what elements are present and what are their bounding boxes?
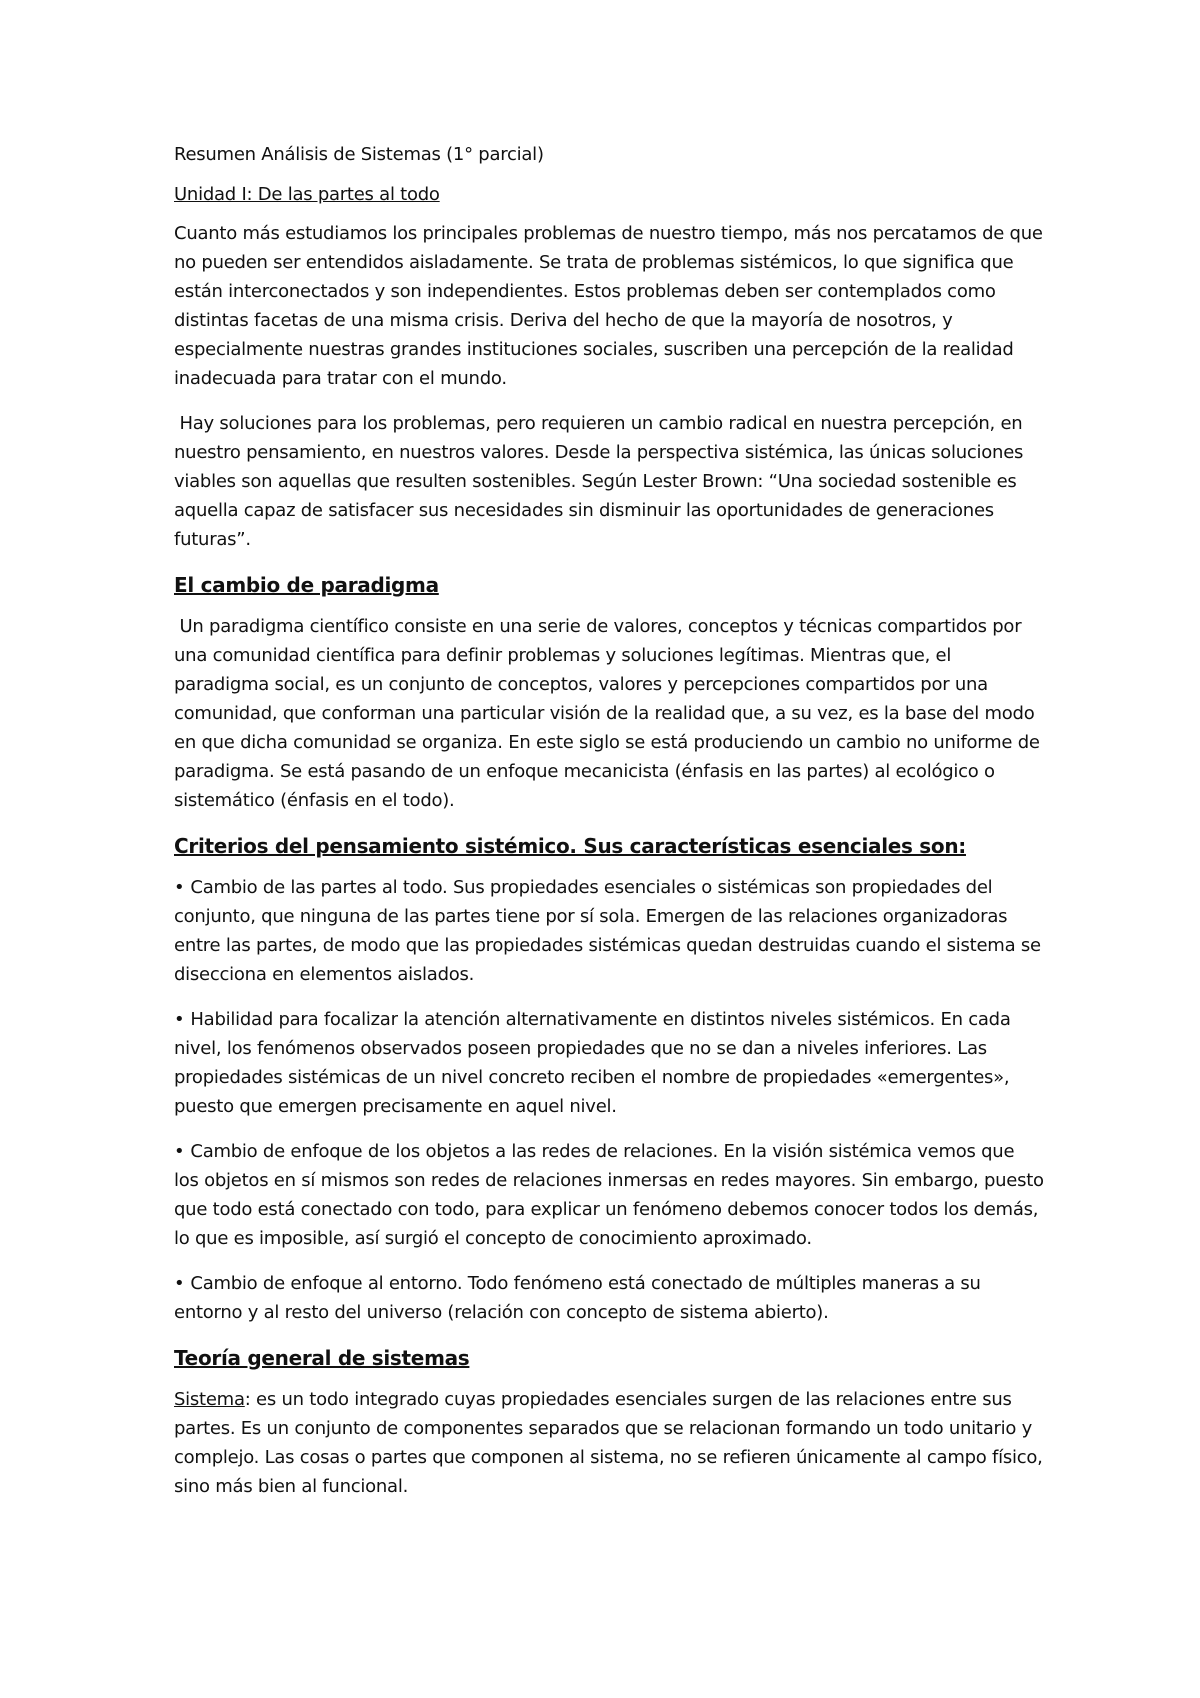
document-page — [174, 140, 1044, 1517]
system-definition-text: : es un todo integrado cuyas propiedades esenciales surgen de las relaciones entre sus partes. Es un conjunto de componentes separados que se relacionan formando un todo unitario y complejo. Las cosas o partes que componen al sistema, no se refieren únicamente al campo físico, sino más bien al funcional. — [174, 1389, 1043, 1497]
criteria-item — [174, 1005, 1044, 1121]
criteria-item-text: Cambio de enfoque de los objetos a las redes de relaciones. En la visión sistémica vemos que los objetos en sí mismos son redes de relaciones inmersas en redes mayores. Sin embargo, puesto que todo está conectado con todo, para explicar un fenómeno debemos conocer todos los demás, lo que es imposible, así surgió el concepto de conocimiento aproximado. — [174, 1141, 1044, 1249]
bullet-icon: • — [174, 1141, 185, 1162]
criteria-item — [174, 1269, 1044, 1327]
paradigm-heading: El cambio de paradigma — [174, 573, 439, 597]
criteria-heading: Criterios del pensamiento sistémico. Sus características esenciales son: — [174, 834, 966, 858]
bullet-icon: • — [174, 1009, 185, 1030]
criteria-item — [174, 873, 1044, 989]
tgs-heading: Teoría general de sistemas — [174, 1346, 470, 1370]
criteria-item-text: Cambio de enfoque al entorno. Todo fenómeno está conectado de múltiples maneras a su entorno y al resto del universo (relación con concepto de sistema abierto). — [174, 1273, 981, 1323]
criteria-item-text: Habilidad para focalizar la atención alternativamente en distintos niveles sistémicos. En cada nivel, los fenómenos observados poseen propiedades que no se dan a niveles inferiores. Las propiedades sistémicas de un nivel concreto reciben el nombre de propiedades «emergentes», puesto que emergen precisamente en aquel nivel. — [174, 1009, 1011, 1117]
intro-paragraph-1: Cuanto más estudiamos los principales problemas de nuestro tiempo, más nos percatamos de que no pueden ser entendidos aisladamente. Se trata de problemas sistémicos, lo que significa que están interconectados y son independientes. Estos problemas deben ser contemplados como distintas facetas de una misma crisis. Deriva del hecho de que la mayoría de nosotros, y especialmente nuestras grandes instituciones sociales, suscriben una percepción de la realidad inadecuada para tratar con el mundo. — [174, 223, 1043, 389]
criteria-item — [174, 1137, 1044, 1253]
intro-paragraph-2: Hay soluciones para los problemas, pero requieren un cambio radical en nuestra percepción, en nuestro pensamiento, en nuestros valores. Desde la perspectiva sistémica, las únicas soluciones viables son aquellas que resulten sostenibles. Según Lester Brown: “Una sociedad sostenible es aquella capaz de satisfacer sus necesidades sin disminuir las oportunidades de generaciones futuras”. — [174, 413, 1029, 550]
system-term: Sistema — [174, 1389, 245, 1410]
system-definition-paragraph — [174, 1385, 1044, 1501]
unit-heading: Unidad I: De las partes al todo — [174, 184, 440, 205]
bullet-icon: • — [174, 1273, 185, 1294]
criteria-item-text: Cambio de las partes al todo. Sus propiedades esenciales o sistémicas son propiedades del conjunto, que ninguna de las partes tiene por sí sola. Emergen de las relaciones organizadoras entre las partes, de modo que las propiedades sistémicas quedan destruidas cuando el sistema se disecciona en elementos aislados. — [174, 877, 1041, 985]
document-title: Resumen Análisis de Sistemas (1° parcial) — [174, 144, 544, 165]
paradigm-paragraph: Un paradigma científico consiste en una serie de valores, conceptos y técnicas compartidos por una comunidad científica para definir problemas y soluciones legítimas. Mientras que, el paradigma social, es un conjunto de conceptos, valores y percepciones compartidos por una comunidad, que conforman una particular visión de la realidad que, a su vez, es la base del modo en que dicha comunidad se organiza. En este siglo se está produciendo un cambio no uniforme de paradigma. Se está pasando de un enfoque mecanicista (énfasis en las partes) al ecológico o sistemático (énfasis en el todo). — [174, 616, 1046, 811]
bullet-icon: • — [174, 877, 185, 898]
